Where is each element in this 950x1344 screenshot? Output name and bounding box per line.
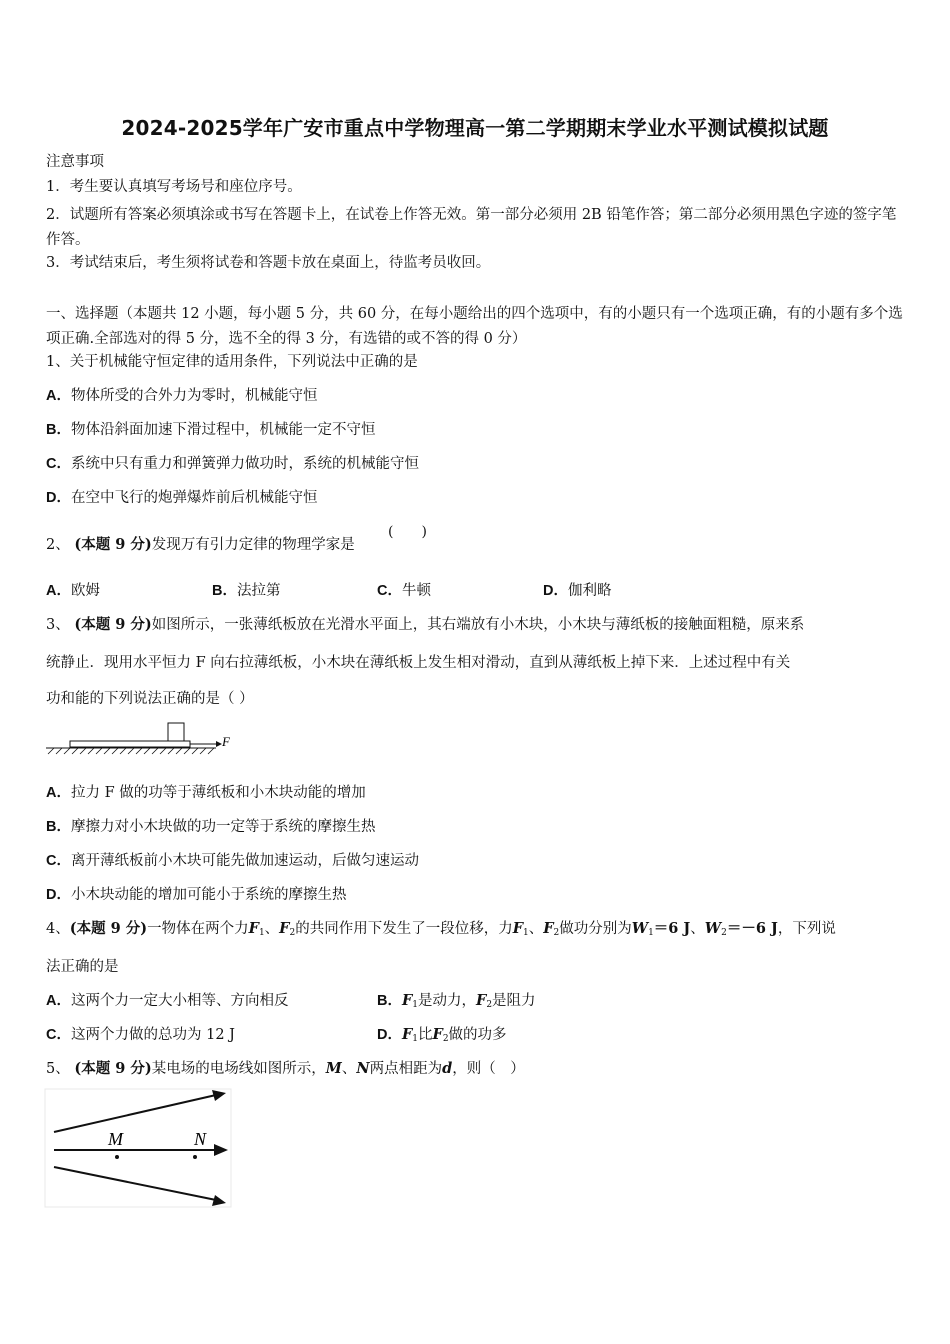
question-3-stem-cont: 统静止．现用水平恒力 F 向右拉薄纸板，小木块在薄纸板上发生相对滑动，直到从薄纸板上掉下来．上述过程中有关	[46, 655, 791, 671]
q1-option-d: D．在空中飞行的炮弹爆炸前后机械能守恒	[46, 490, 318, 506]
section-header: 一、选择题（本题共 12 小题，每小题 5 分，共 60 分，在每小题给出的四个选项中，有的小题只有一个选项正确，有的小题有多个选项正确.全部选对的得 5 分，选不全的得 3 分，有选错的或不答的得 0 分）	[46, 306, 903, 347]
q4-option-a: A．这两个力一定大小相等、方向相反	[46, 993, 289, 1009]
q2-option-a: A．欧姆	[46, 583, 100, 599]
question-5-stem: 5、 (本题 9 分)某电场的电场线如图所示，M、N两点相距为d，则（ ）	[46, 1060, 525, 1077]
question-4-stem-cont: 法正确的是	[46, 959, 119, 975]
q3-option-d: D．小木块动能的增加可能小于系统的摩擦生热	[46, 887, 347, 903]
q4-option-b: B．$F_1$是动力，$F_2$是阻力	[377, 992, 536, 1010]
q4-option-c: C．这两个力做的总功为 12 J	[46, 1027, 235, 1043]
q3-option-a: A．拉力 F 做的功等于薄纸板和小木块动能的增加	[46, 785, 366, 801]
q5-field-lines-figure	[44, 1088, 234, 1210]
q1-option-b: B．物体沿斜面加速下滑过程中，机械能一定不守恒	[46, 422, 376, 438]
point-m-label: M	[108, 1129, 123, 1149]
question-3-stem-cont: 功和能的下列说法正确的是（ ）	[46, 691, 254, 707]
notice-heading: 注意事项	[46, 154, 104, 170]
q2-option-c: C．牛顿	[377, 583, 431, 599]
notice-item: 2．试题所有答案必须填涂或书写在答题卡上，在试卷上作答无效。第一部分必须用 2B 铅笔作答；第二部分必须用黑色字迹的签字笔作答。	[46, 207, 897, 248]
q1-option-c: C．系统中只有重力和弹簧弹力做功时，系统的机械能守恒	[46, 456, 419, 472]
notice-item: 1．考生要认真填写考场号和座位序号。	[46, 179, 302, 195]
q3-option-b: B．摩擦力对小木块做的功一定等于系统的摩擦生热	[46, 819, 376, 835]
q2-answer-blank: ( )	[388, 524, 427, 540]
page-title: 2024-2025学年广安市重点中学物理高一第二学期期末学业水平测试模拟试题	[121, 116, 829, 140]
q4-option-d: D．$F_1$比$F_2$做的功多	[377, 1026, 507, 1044]
q3-board-figure	[44, 718, 244, 758]
question-3-stem: 3、 (本题 9 分)如图所示，一张薄纸板放在光滑水平面上，其右端放有小木块，小木块与薄纸板的接触面粗糙，原来系	[46, 616, 805, 633]
q1-option-a: A．物体所受的合外力为零时，机械能守恒	[46, 388, 318, 404]
q3-option-c: C．离开薄纸板前小木块可能先做加速运动，后做匀速运动	[46, 853, 419, 869]
question-1-stem: 1、关于机械能守恒定律的适用条件，下列说法中正确的是	[46, 354, 418, 370]
question-2-stem: 2、 (本题 9 分)发现万有引力定律的物理学家是	[46, 536, 355, 553]
force-label: F	[222, 734, 230, 749]
q2-option-b: B．法拉第	[212, 583, 281, 599]
question-4-stem: 4、(本题 9 分)一物体在两个力$F_1$、$F_2$的共同作用下发生了一段位移，力$F_1$、$F_2$做功分别为$W_1=6$ J、$W_2=-6$ J，下列说	[46, 920, 836, 938]
point-n-label: N	[194, 1129, 207, 1149]
q2-option-d: D．伽利略	[543, 583, 612, 599]
notice-item: 3．考试结束后，考生须将试卷和答题卡放在桌面上，待监考员收回。	[46, 255, 491, 271]
